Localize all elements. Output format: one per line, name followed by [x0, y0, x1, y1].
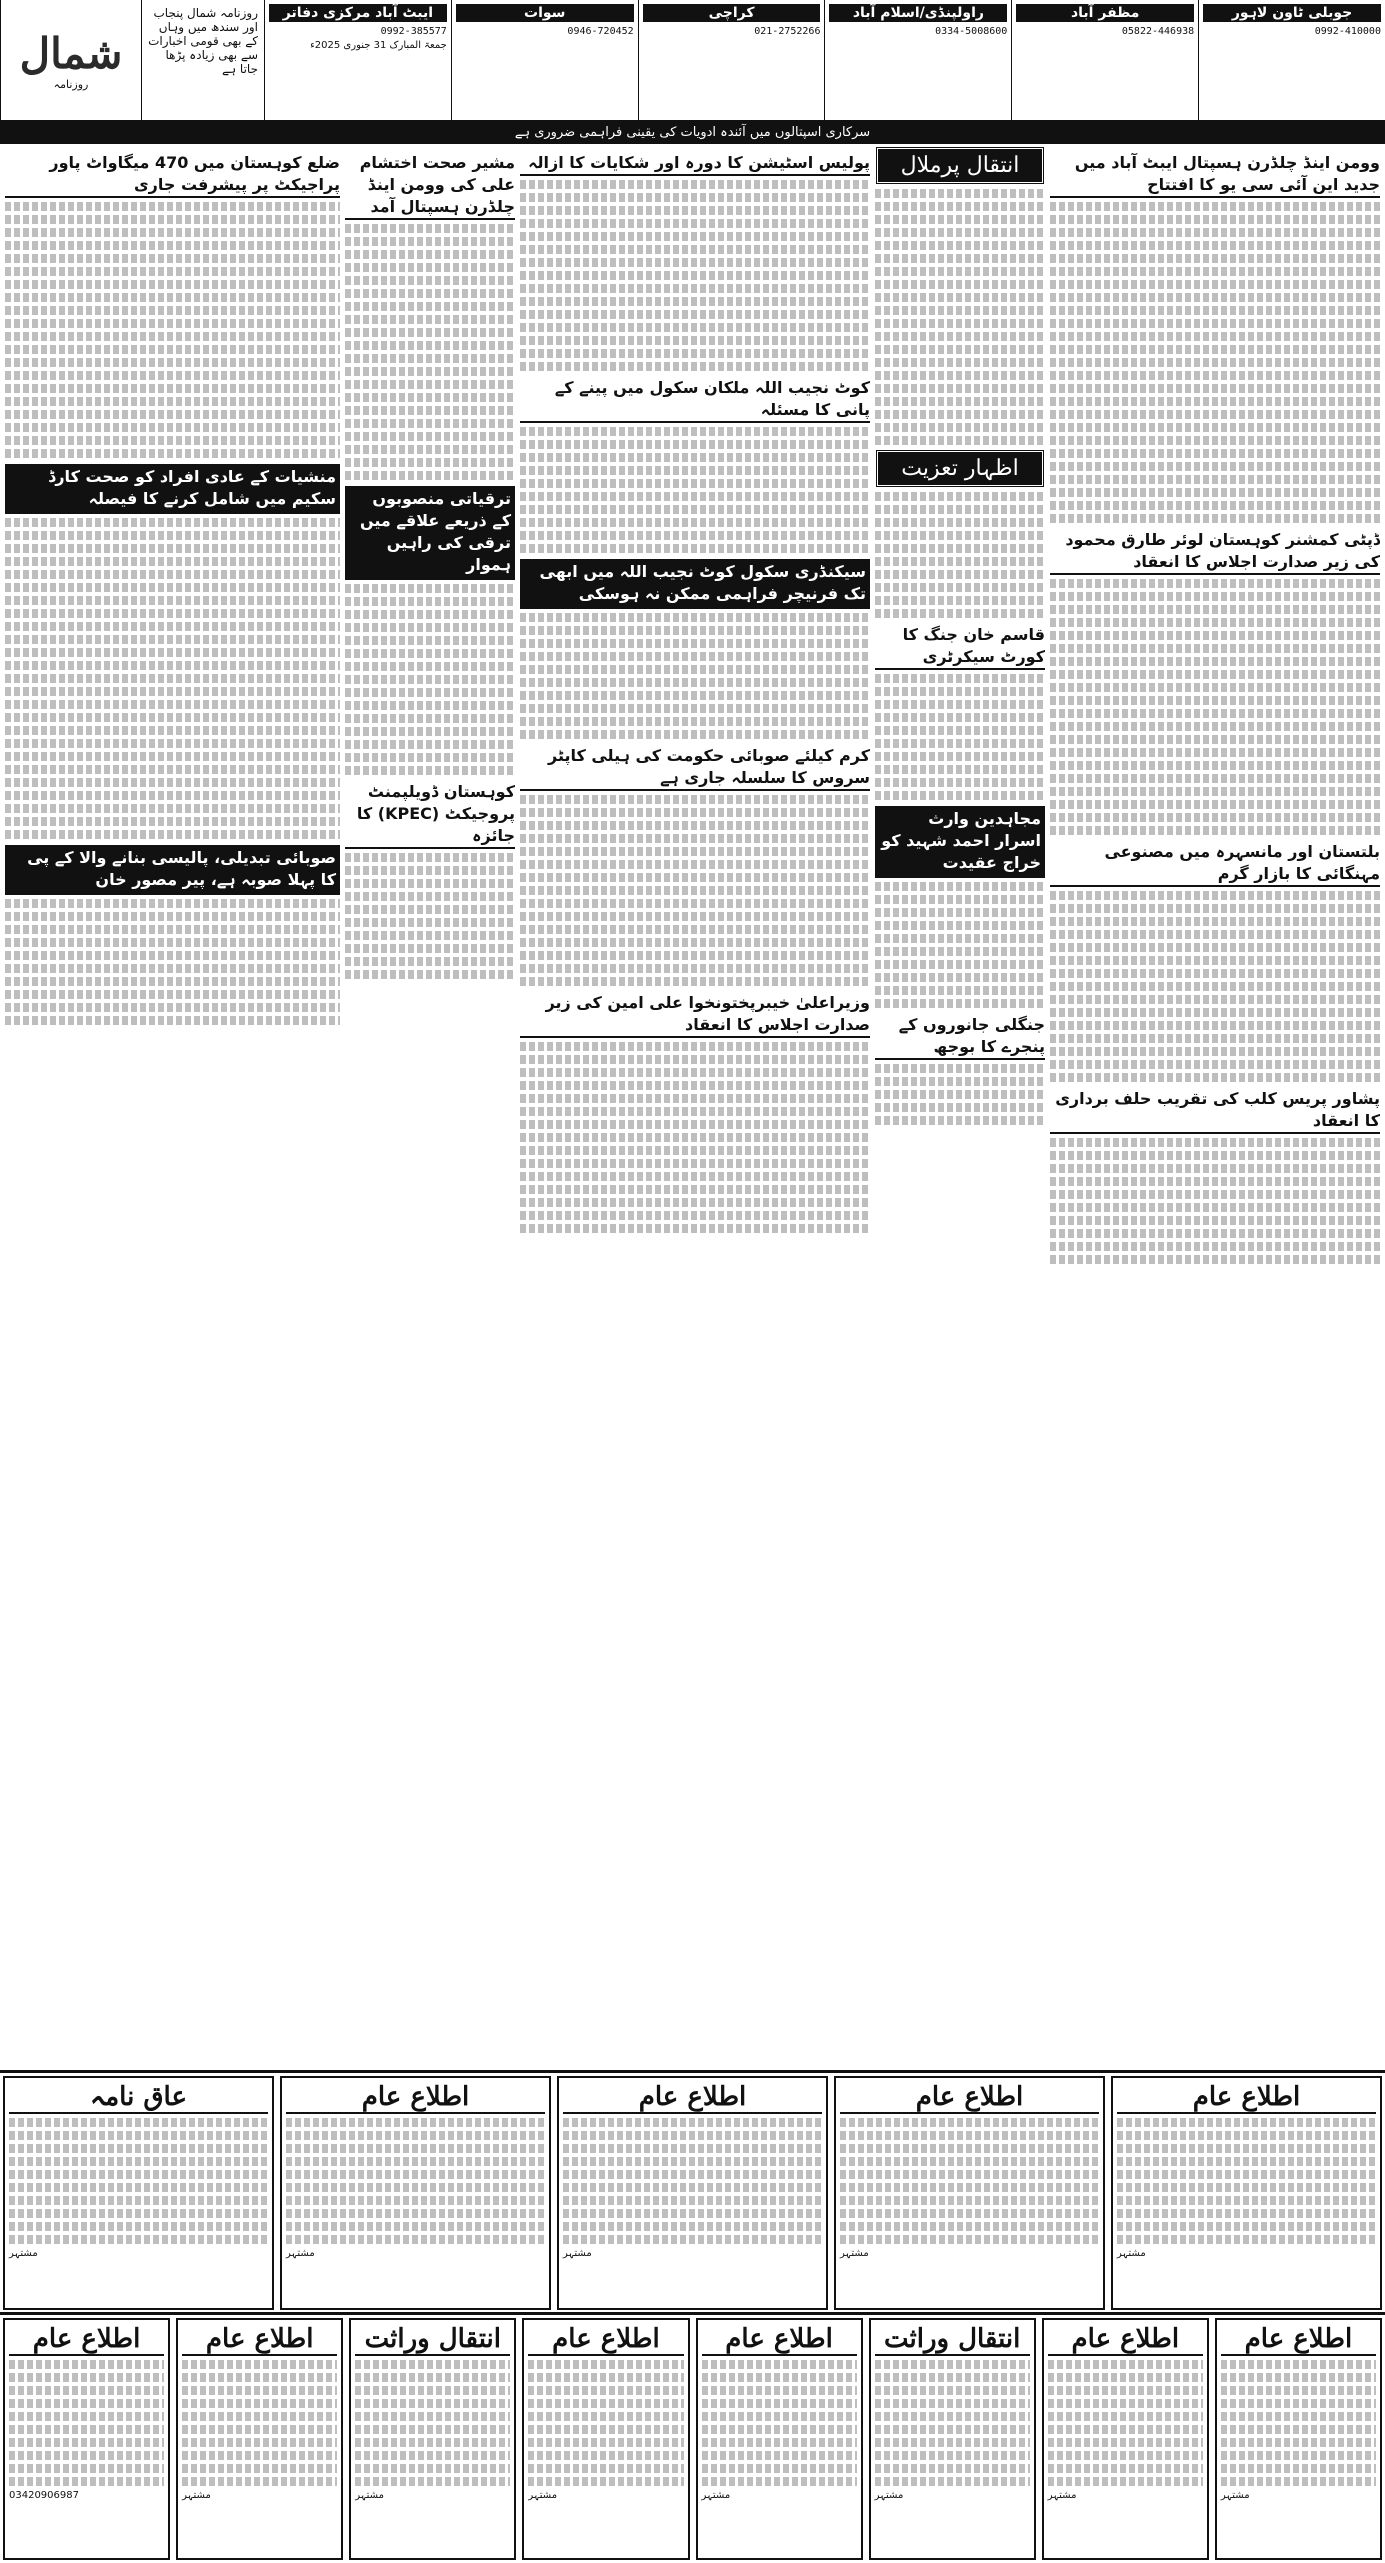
office-box — [451, 0, 638, 120]
classified-ad — [834, 2076, 1105, 2310]
ad-title: اطلاع عام — [1117, 2082, 1376, 2114]
ad-signature: مشتہر — [9, 2248, 38, 2259]
headline: قاسم خان جنگ کا کورٹ سیکرٹری — [875, 624, 1045, 670]
classified-ad — [1111, 2076, 1382, 2310]
headline: ڈپٹی کمشنر کوہستان لوئر طارق محمود کی زیر صدارت اجلاس کا انعقاد — [1050, 529, 1380, 575]
office-head: مظفر آباد — [1016, 4, 1194, 22]
ad-signature: مشتہر — [874, 2490, 904, 2501]
classified-ad — [1215, 2318, 1382, 2560]
ad-signature: مشتہر — [286, 2248, 315, 2259]
ad-title: اطلاع عام — [563, 2082, 822, 2114]
classified-ad — [1042, 2318, 1209, 2560]
office-box — [638, 0, 825, 120]
ad-signature: مشتہر — [182, 2490, 211, 2501]
ad-title: اطلاع عام — [840, 2082, 1099, 2114]
ad-title: انتقال وراثت — [875, 2324, 1030, 2356]
office-phone: 0992-385577 — [380, 26, 447, 37]
headline: پشاور پریس کلب کی تقریب حلف برداری کا انعقاد — [1050, 1088, 1380, 1134]
lead-banner: سرکاری اسپتالوں میں آئندہ ادویات کی یقینی فراہمی ضروری ہے — [0, 122, 1385, 144]
ad-signature: 03420906987 — [9, 2490, 79, 2501]
headline: وومن اینڈ چلڈرن ہسپتال ایبٹ آباد میں جدید این آئی سی یو کا افتتاح — [1050, 152, 1380, 198]
ad-title: اطلاع عام — [528, 2324, 683, 2356]
ad-signature: مشتہر — [355, 2490, 384, 2501]
classified-ad — [696, 2318, 863, 2560]
newspaper-logo — [0, 0, 141, 120]
headline: جنگلی جانوروں کے پنجرے کا بوجھ — [875, 1014, 1045, 1060]
classified-row-2 — [0, 2312, 1385, 2563]
headline: کوٹ نجیب اللہ ملکان سکول میں پینے کے پانی کا مسئلہ — [520, 377, 870, 423]
ad-signature: مشتہر — [563, 2248, 592, 2259]
ad-signature: مشتہر — [1117, 2248, 1146, 2259]
ad-title: اطلاع عام — [9, 2324, 164, 2356]
headline: مشیر صحت اختشام علی کی وومن اینڈ چلڈرن ہسپتال آمد — [345, 152, 515, 220]
office-phone: 05822-446938 — [1121, 26, 1195, 37]
headline: مجاہدین وارث اسرار احمد شہید کو خراج عقیدت — [875, 806, 1045, 878]
classified-ad — [280, 2076, 551, 2310]
ad-title: عاق نامہ — [9, 2082, 268, 2114]
date-line: جمعۃ المبارک 31 جنوری 2025ء — [310, 40, 447, 51]
headline: ضلع کوہستان میں 470 میگاواٹ پاور پراجیکٹ پر پیشرفت جاری — [5, 152, 340, 198]
office-head: ایبٹ آباد مرکزی دفاتر — [269, 4, 447, 22]
column-2 — [875, 146, 1045, 2061]
ad-title: اطلاع عام — [702, 2324, 857, 2356]
office-box — [1011, 0, 1198, 120]
classified-ad — [176, 2318, 343, 2560]
headline: ترقیاتی منصوبوں کے ذریعے علاقے میں ترقی کی راہیں ہموار — [345, 486, 515, 580]
column-4 — [345, 146, 515, 2061]
office-head: جوبلی ٹاون لاہور — [1203, 4, 1381, 22]
office-phone: 021-2752266 — [754, 26, 821, 37]
headline: منشیات کے عادی افراد کو صحت کارڈ سکیم میں شامل کرنے کا فیصلہ — [5, 464, 340, 514]
headline: بلتستان اور مانسہرہ میں مصنوعی مہنگائی کا بازار گرم — [1050, 841, 1380, 887]
column-1 — [1050, 146, 1380, 2061]
obituary-ribbon: انتقال پرملال — [875, 146, 1045, 185]
classified-ad — [557, 2076, 828, 2310]
office-box — [264, 0, 451, 120]
tagline: روزنامہ شمال پنجاب اور سندھ میں وہاں کے بھی قومی اخبارات سے بھی زیادہ پڑھا جاتا ہے — [141, 0, 264, 120]
logo-sub: روزنامہ — [53, 78, 89, 91]
ad-signature: مشتہر — [1047, 2490, 1077, 2501]
headline: وزیراعلیٰ خیبرپختونخوا علی امین کی زیر صدارت اجلاس کا انعقاد — [520, 992, 870, 1038]
office-head: کراچی — [643, 4, 821, 22]
classified-ad — [3, 2318, 170, 2560]
ad-signature: مشتہر — [1220, 2490, 1250, 2501]
ad-title: انتقال وراثت — [355, 2324, 510, 2356]
ad-title: اطلاع عام — [1221, 2324, 1376, 2356]
classified-ad — [3, 2076, 274, 2310]
headline: کوہستان ڈویلپمنٹ پروجیکٹ (KPEC) کا جائزہ — [345, 781, 515, 849]
classified-row-1 — [0, 2070, 1385, 2313]
office-box — [1198, 0, 1385, 120]
office-head: راولپنڈی/اسلام آباد — [829, 4, 1007, 22]
classified-ad — [522, 2318, 689, 2560]
headline: صوبائی تبدیلی، پالیسی بنانے والا کے پی کا پہلا صوبہ ہے، پیر مصور خان — [5, 845, 340, 895]
logo-name: شمال — [19, 29, 123, 78]
classified-ad — [349, 2318, 516, 2560]
office-phone: 0334-5008600 — [935, 26, 1008, 37]
condolence-ribbon: اظہار تعزیت — [875, 449, 1045, 488]
office-phone: 0992-410000 — [1314, 26, 1381, 37]
column-3 — [520, 146, 870, 2061]
classified-ad — [869, 2318, 1036, 2560]
ad-title: اطلاع عام — [286, 2082, 545, 2114]
headline: پولیس اسٹیشن کا دورہ اور شکایات کا ازالہ — [520, 152, 870, 176]
ad-signature: مشتہر — [840, 2248, 869, 2259]
column-5 — [5, 146, 340, 2061]
office-phone: 0946-720452 — [567, 26, 634, 37]
ad-title: اطلاع عام — [1048, 2324, 1203, 2356]
headline: سیکنڈری سکول کوٹ نجیب اللہ میں ابھی تک فرنیچر فراہمی ممکن نہ ہوسکی — [520, 559, 870, 609]
office-box — [824, 0, 1011, 120]
ad-signature: مشتہر — [701, 2490, 731, 2501]
masthead — [0, 0, 1385, 123]
office-head: سوات — [456, 4, 634, 22]
headline: کرم کیلئے صوبائی حکومت کی ہیلی کاپٹر سروس کا سلسلہ جاری ہے — [520, 745, 870, 791]
ad-title: اطلاع عام — [182, 2324, 337, 2356]
ad-signature: مشتہر — [528, 2490, 558, 2501]
